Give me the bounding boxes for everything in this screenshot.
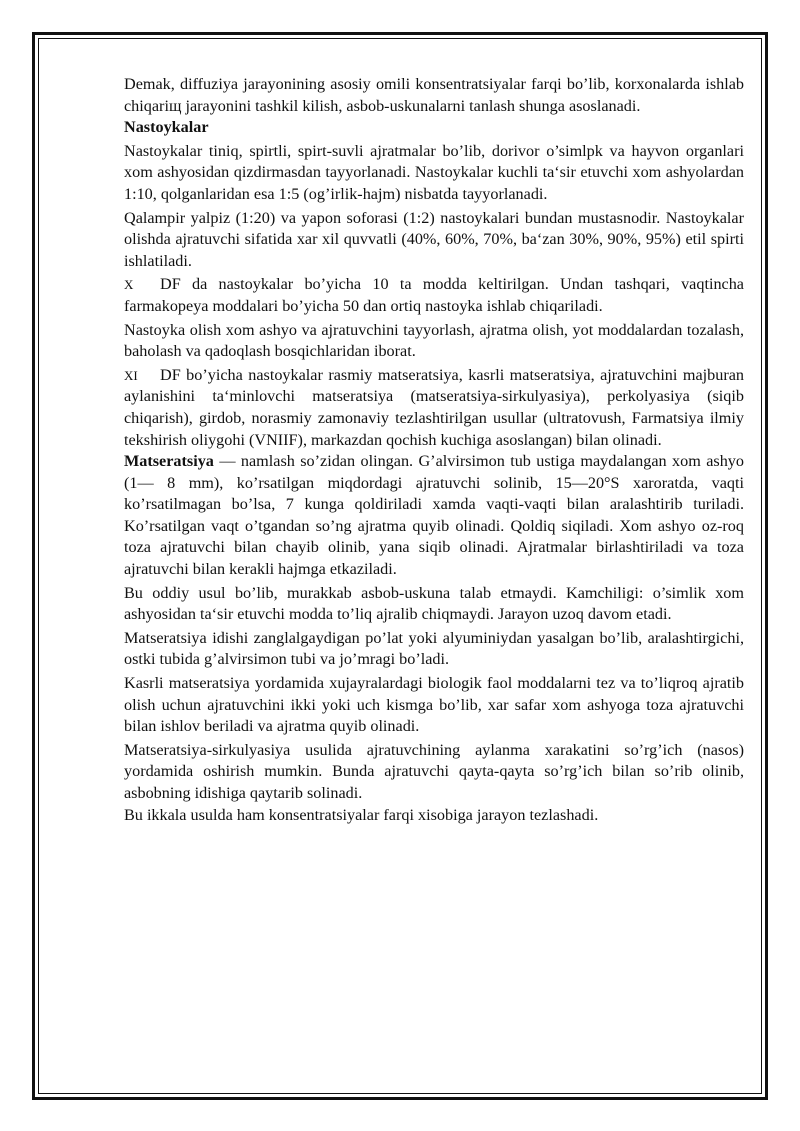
document-body — [124, 74, 744, 826]
section-heading: Nastoykalar — [124, 118, 209, 137]
paragraph-text: DF bo’yicha nastoykalar rasmiy matseratsiya, kasrli matseratsiya, ajratuvchini majburan aylanishini ta‘minlovchi matseratsiya (matseratsiya-sirkulyasiya), perkolyasiya (siqib chiqarish), girdob, norasmiy zamonaviy tezlashtirilgan usullar (ultratovush, Farmatsiya ilmiy tekshirish oliygohi (VNIIF), markazdan qochish kuchiga asoslangan) bilan olinadi. — [124, 365, 744, 449]
paragraph-diffusion-summary: Demak, diffuziya jarayonining asosiy omili konsentratsiyalar farqi bo’lib, korxonalarda ishlab chiqariщ jarayonini tashkil kilish, asbob-uskunalarni tanlash shunga asoslanadi. — [124, 75, 744, 115]
roman-numeral-xi: XI — [124, 367, 138, 383]
paragraph-stages: Nastoyka olish xom ashyo va ajratuvchini tayyorlash, ajratma olish, yot moddalardan tozalash, baholash va qadoqlash bosqichlaridan iborat. — [124, 320, 744, 361]
paragraph-circulation: Matseratsiya-sirkulyasiya usulida ajratuvchining aylanma xarakatini so’rg’ich (nasos) yordamida oshirish mumkin. Bunda ajratuvchi qayta-qayta so’rg’ich bilan so’rib olinib, asbobning idishiga qaytarib solinadi. — [124, 740, 744, 802]
paragraph-fractional: Kasrli matseratsiya yordamida xujayralardagi biologik faol moddalarni tez va to’liqroq ajratib olish uchun ajratuvchini ikki yoki uch kismga bo’lib, xar safar xom ashyoga toza ajratuvchi bilan ishlov beriladi va ajratma quyib olinadi. — [124, 674, 744, 736]
paragraph-tinctures-definition: Nastoykalar tiniq, spirtli, spirt-suvli ajratmalar bo’lib, dorivor o’simlpk va hayvon organlari xom ashyosidan qizdirmasdan tayyorlanadi. Nastoykalar kuchli ta‘sir etuvchi xom ashyolardan 1:10, qolganlaridan esa 1:5 (og’irlik-hajm) nisbatda tayyorlanadi. — [124, 141, 744, 203]
paragraph-text: — namlash so’zidan olingan. G’alvirsimon tub ustiga maydalangan xom ashyo (1— 8 mm), ko’rsatilgan miqdordagi ajratuvchi solinib, 15—20°S xaroratda, vaqti ko’rsatilmagan bo’lsa, 7 kunga qoldiriladi xamda vaqti-vaqti bilan aralashtirib turiladi. Ko’rsatilgan vaqt o’tgandan so’ng ajratma quyib olinadi. Qoldiq siqiladi. Xom ashyo oz-roq toza ajratuvchi bilan chayib olinib, yana siqib olinadi. Ajratmalar birlashtiriladi va toza ajratuvchi bilan kerakli hajmga etkaziladi. — [124, 452, 744, 579]
term-maceration: Matseratsiya — [124, 452, 214, 471]
paragraph-df-x — [124, 274, 744, 317]
paragraph-simple-method: Bu oddiy usul bo’lib, murakkab asbob-uskuna talab etmaydi. Kamchiligi: o’simlik xom ashyosidan ta‘sir etuvchi modda to’liq ajralib chiqmaydi. Jarayon uzoq davom etadi. — [124, 583, 744, 624]
paragraph-conclusion: Bu ikkala usulda ham konsentratsiyalar farqi xisobiga jarayon tezlashadi. — [124, 805, 599, 824]
paragraph-vessel: Matseratsiya idishi zanglalgaydigan po’lat yoki alyuminiydan yasalgan bo’lib, aralashtirgichi, ostki tubida g’alvirsimon tubi va jo’mragi bo’ladi. — [124, 628, 744, 669]
paragraph-text: DF da nastoykalar bo’yicha 10 ta modda keltirilgan. Undan tashqari, vaqtincha farmakopeya moddalari bo’yicha 50 dan ortiq nastoyka ishlab chiqariladi. — [124, 275, 744, 315]
roman-numeral-x: X — [124, 277, 134, 293]
paragraph-df-xi — [124, 365, 744, 451]
paragraph-exceptions: Qalampir yalpiz (1:20) va yapon soforasi (1:2) nastoykalari bundan mustasnodir. Nastoykalar olishda ajratuvchi sifatida xar xil quvvatli (40%, 60%, 70%, ba‘zan 30%, 90%, 95%) etil spirti ishlatiladi. — [124, 208, 744, 270]
paragraph-maceration — [124, 451, 744, 581]
